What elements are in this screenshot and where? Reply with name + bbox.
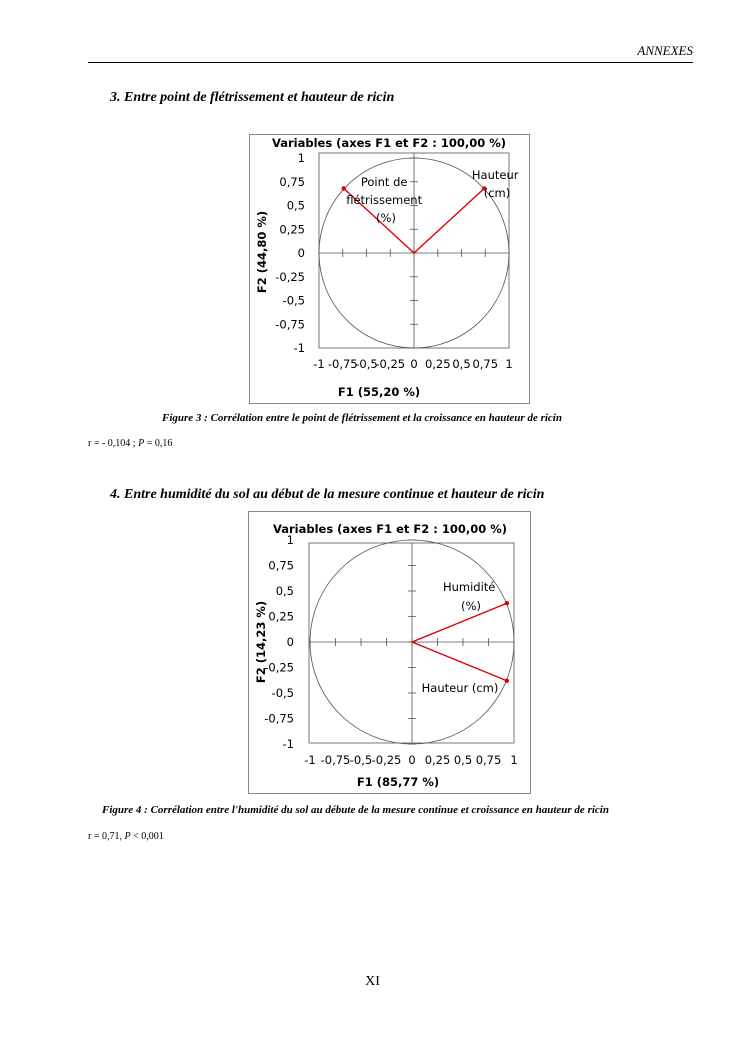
chart-2-y-tick-label: -0,5 bbox=[271, 686, 294, 700]
chart-1-y-tick-label: -0,5 bbox=[282, 293, 305, 308]
chart-1-point-point-fletrissement bbox=[342, 186, 346, 190]
chart-2-label-line: Humidité bbox=[442, 580, 496, 594]
chart-1-x-tick-label: 1 bbox=[505, 357, 513, 371]
figure-3-stat-r: r = - 0,104 ; bbox=[88, 438, 139, 449]
chart-1-y-tick-label: 0,5 bbox=[286, 198, 305, 213]
chart-1-x-tick-label: -0,25 bbox=[375, 357, 406, 371]
chart-1-y-tick-label: 0 bbox=[297, 246, 305, 260]
chart-2-y-tick-label: -1 bbox=[282, 737, 294, 751]
section-4-heading: 4. Entre humidité du sol au début de la mesure continue et hauteur de ricin bbox=[110, 487, 545, 502]
chart-2-frame bbox=[249, 512, 531, 794]
figure-4-stat bbox=[88, 831, 164, 842]
chart-1-x-tick-label: -0,75 bbox=[327, 357, 358, 371]
figure-4-stat-p-value: < 0,001 bbox=[130, 831, 164, 842]
figure-4-stat-p-symbol: P bbox=[124, 831, 131, 842]
chart-1-label-line: Hauteur bbox=[471, 168, 519, 182]
chart-1-x-tick-label: 0,5 bbox=[452, 357, 471, 371]
figure-3-stat-p-symbol: P bbox=[138, 438, 145, 449]
figure-3-stat-p-value: = 0,16 bbox=[144, 438, 173, 449]
page-header: ANNEXES bbox=[637, 43, 693, 58]
chart-2-y-tick-label: -0,25 bbox=[264, 660, 294, 675]
chart-2-x-tick-label: 0 bbox=[408, 753, 416, 767]
chart-2-x-tick-label: 0,5 bbox=[453, 753, 473, 767]
chart-2-x-tick-label: -1 bbox=[304, 753, 316, 767]
chart-1-x-axis-label: F1 (55,20 %) bbox=[337, 385, 421, 399]
chart-2-x-tick-label: -0,75 bbox=[320, 753, 351, 767]
chart-2-y-tick-label: 0,75 bbox=[268, 558, 294, 573]
chart-1-x-tick-label: 0,25 bbox=[424, 357, 451, 371]
chart-1-x-tick-label: 0 bbox=[410, 357, 418, 371]
figure-3-stat bbox=[88, 438, 172, 449]
chart-2-y-tick-label: -0,75 bbox=[264, 711, 294, 726]
chart-2-label-line: (%) bbox=[461, 599, 481, 613]
header-rule bbox=[88, 62, 693, 63]
section-3-heading: 3. Entre point de flétrissement et hauteur de ricin bbox=[110, 90, 395, 105]
chart-1-correlation-circle bbox=[249, 134, 530, 404]
chart-1-label-line: (%) bbox=[376, 211, 396, 225]
chart-1-label-line: Point de bbox=[360, 175, 408, 189]
chart-1-y-tick-label: 0,25 bbox=[279, 222, 305, 237]
chart-1-label-line: (cm) bbox=[483, 186, 511, 200]
chart-2-y-tick-label: 1 bbox=[286, 533, 294, 547]
chart-1-x-tick-label: 0,75 bbox=[472, 357, 499, 371]
chart-1-x-tick-label: -0,5 bbox=[355, 357, 378, 371]
chart-1-y-tick-label: -0,25 bbox=[275, 269, 305, 284]
chart-1-x-tick-label: -1 bbox=[313, 357, 325, 371]
chart-2-point-hauteur bbox=[505, 679, 509, 683]
chart-2-title: Variables (axes F1 et F2 : 100,00 %) bbox=[272, 522, 508, 536]
chart-1-y-tick-label: -1 bbox=[293, 341, 305, 355]
chart-2-y-tick-label: 0,25 bbox=[268, 609, 294, 624]
chart-2-point-humidite bbox=[505, 601, 509, 605]
chart-2-y-tick-label: 0 bbox=[286, 635, 294, 649]
chart-2-y-tick-label: 0,5 bbox=[275, 584, 294, 598]
chart-1-y-tick-label: 0,75 bbox=[279, 174, 305, 189]
chart-2-x-axis-label: F1 (85,77 %) bbox=[356, 775, 440, 789]
chart-2-label-hauteur bbox=[422, 681, 499, 695]
figure-4-stat-r: r = 0,71, bbox=[88, 831, 125, 842]
figure-3-caption: Figure 3 : Corrélation entre le point de flétrissement et la croissance en hauteur de ricin bbox=[162, 412, 562, 424]
page-number: XI bbox=[365, 974, 380, 989]
chart-2-x-tick-label: 1 bbox=[510, 753, 518, 767]
figure-4-caption: Figure 4 : Corrélation entre l'humidité du sol au débute de la mesure continue et croissance en hauteur de ricin bbox=[102, 804, 609, 816]
chart-2-label-line: Hauteur (cm) bbox=[421, 681, 499, 695]
chart-1-y-axis-label: F2 (44,80 %) bbox=[255, 210, 269, 294]
chart-2-x-tick-label: 0,75 bbox=[475, 753, 502, 767]
chart-2-x-tick-label: -0,25 bbox=[371, 753, 402, 767]
chart-2-x-tick-label: 0,25 bbox=[424, 753, 451, 767]
chart-2-y-axis-label: F2 (14,23 %) bbox=[254, 600, 268, 684]
chart-2-correlation-circle bbox=[248, 511, 531, 794]
chart-1-label-line: flétrissement bbox=[346, 193, 423, 207]
chart-1-y-tick-label: 1 bbox=[297, 151, 305, 165]
chart-1-title: Variables (axes F1 et F2 : 100,00 %) bbox=[271, 136, 507, 150]
chart-2-x-tick-label: -0,5 bbox=[349, 753, 373, 767]
chart-1-y-tick-label: -0,75 bbox=[275, 317, 305, 332]
